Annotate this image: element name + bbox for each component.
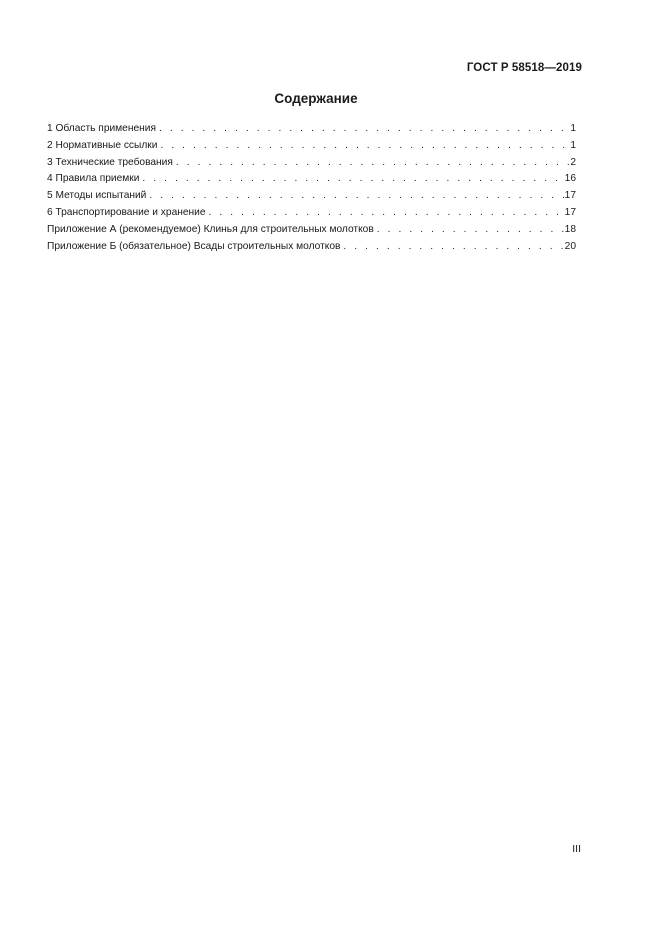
toc-entry-text: Приложение Б (обязательное) Всады строительных молотков	[47, 240, 341, 252]
toc-entry[interactable]	[47, 171, 576, 188]
toc-dot-leader	[159, 121, 569, 138]
toc-entry[interactable]	[47, 155, 576, 172]
toc-dot-leader	[343, 239, 563, 256]
toc-entry[interactable]	[47, 121, 576, 138]
toc-entry-text: 3 Технические требования	[47, 156, 173, 168]
toc-entry-text: 5 Методы испытаний	[47, 190, 147, 202]
toc-dot-leader	[209, 205, 564, 222]
toc-entry-text: 4 Правила приемки	[47, 173, 140, 185]
toc-entry-text: 1 Область применения	[47, 123, 156, 134]
toc-entry[interactable]	[47, 205, 576, 222]
table-of-contents	[47, 121, 576, 255]
toc-entry-text: 2 Нормативные ссылки	[47, 139, 158, 151]
toc-entry-page: 20	[564, 240, 576, 252]
toc-dot-leader	[160, 138, 569, 155]
toc-dot-leader	[176, 155, 569, 172]
toc-entry-page: 18	[564, 223, 576, 235]
toc-entry-page: 2	[570, 156, 576, 168]
toc-entry[interactable]	[47, 138, 576, 155]
toc-entry-page: 17	[564, 206, 576, 218]
toc-entry-page: 1	[570, 139, 576, 151]
toc-entry[interactable]	[47, 222, 576, 239]
document-code: ГОСТ Р 58518—2019	[466, 62, 582, 74]
toc-entry-page: 1	[570, 123, 576, 134]
toc-dot-leader	[377, 222, 564, 239]
toc-entry[interactable]	[47, 188, 576, 205]
toc-title: Содержание	[274, 91, 358, 106]
toc-entry-page: 17	[564, 190, 576, 202]
toc-entry-page: 16	[564, 173, 576, 185]
page-number: III	[572, 843, 581, 855]
toc-dot-leader	[142, 171, 563, 188]
toc-dot-leader	[149, 188, 563, 205]
toc-entry[interactable]	[47, 239, 576, 256]
toc-entry-text: Приложение А (рекомендуемое) Клинья для строительных молотков	[47, 223, 374, 235]
toc-entry-text: 6 Транспортирование и хранение	[47, 206, 206, 218]
